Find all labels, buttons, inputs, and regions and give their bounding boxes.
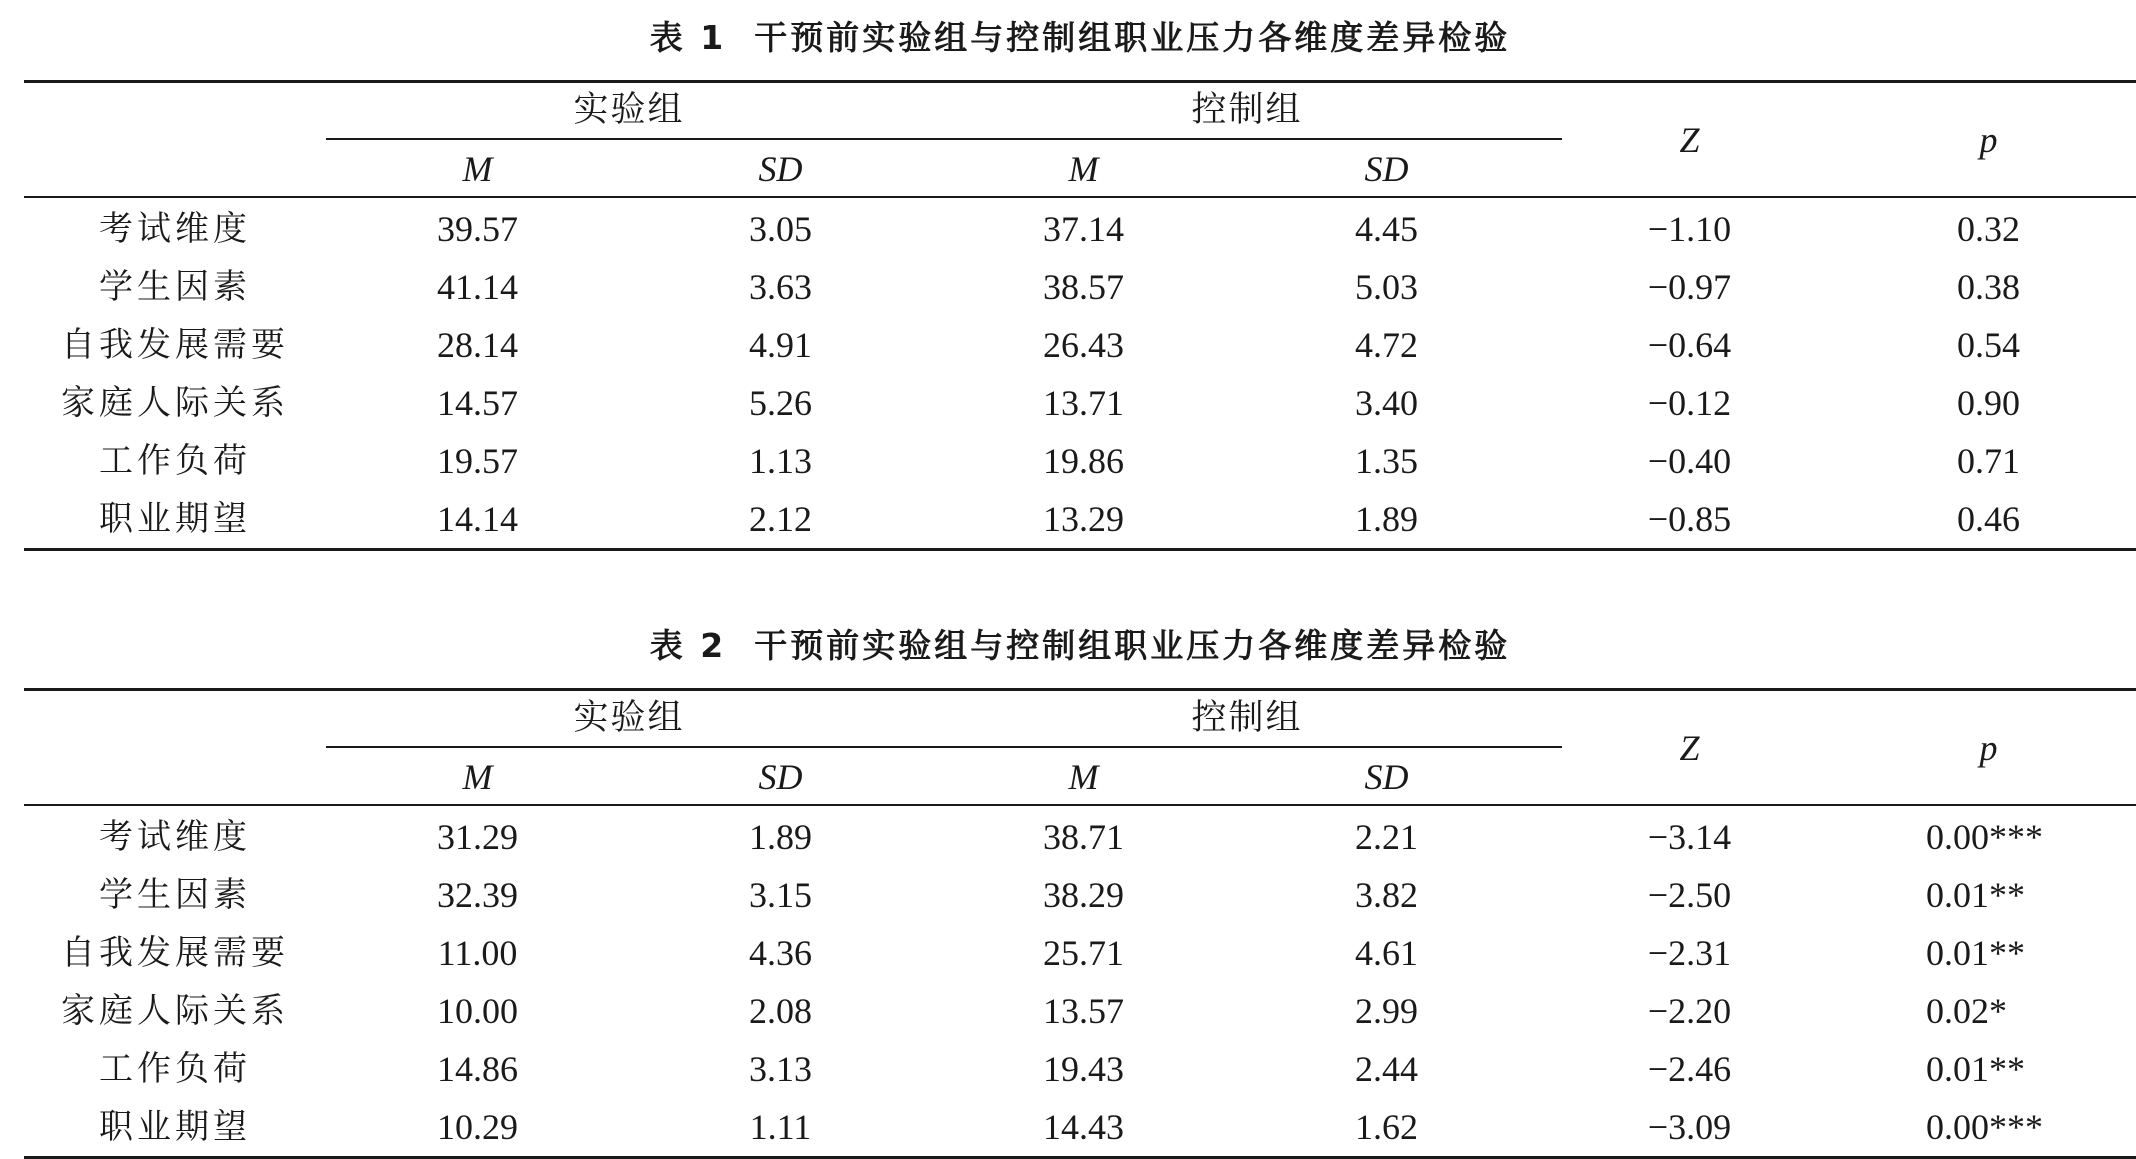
row-label: 职业期望 [99,499,251,539]
header-rule [24,196,2136,198]
ctl-mean-cell: 13.57 [1043,991,1124,1031]
ctl-mean-header: M [1068,149,1099,189]
exp-sd-cell: 4.36 [749,933,812,973]
z-cell: −0.97 [1647,267,1732,307]
z-header: Z [1679,728,1700,768]
ctl-sd-cell: 2.44 [1355,1049,1418,1089]
table-caption [24,10,2136,66]
ctl-sd-cell: 4.61 [1355,933,1418,973]
ctl-mean-cell: 37.14 [1043,209,1124,249]
row-label: 家庭人际关系 [61,383,289,423]
exp-sd-cell: 3.05 [749,209,812,249]
ctl-mean-cell: 14.43 [1043,1107,1124,1147]
exp-sd-cell: 1.13 [749,441,812,481]
experimental-group-header: 实验组 [573,698,685,738]
exp-mean-cell: 19.57 [437,441,518,481]
exp-sd-cell: 3.15 [749,875,812,915]
ctl-mean-cell: 13.71 [1043,383,1124,423]
p-cell: 0.71 [1957,441,2020,481]
table-number: 表 1 [649,18,727,57]
exp-mean-cell: 14.57 [437,383,518,423]
ctl-mean-cell: 38.57 [1043,267,1124,307]
row-label: 考试维度 [99,817,251,857]
p-header: p [1979,728,1998,768]
p-cell: 0.38 [1957,267,2020,307]
ctl-sd-cell: 1.62 [1355,1107,1418,1147]
p-cell: 0.46 [1957,499,2020,539]
exp-sd-cell: 2.08 [749,991,812,1031]
row-label: 自我发展需要 [61,933,289,973]
row-label: 职业期望 [99,1107,251,1147]
exp-mean-cell: 10.00 [437,991,518,1031]
exp-sd-cell: 3.63 [749,267,812,307]
ctl-mean-cell: 19.86 [1043,441,1124,481]
ctl-mean-cell: 38.71 [1043,817,1124,857]
ctl-mean-cell: 13.29 [1043,499,1124,539]
z-header: Z [1679,120,1700,160]
row-label: 自我发展需要 [61,325,289,365]
ctl-sd-cell: 2.21 [1355,817,1418,857]
ctl-sd-cell: 1.35 [1355,441,1418,481]
ctl-mean-cell: 25.71 [1043,933,1124,973]
row-label: 工作负荷 [99,441,251,481]
exp-sd-cell: 3.13 [749,1049,812,1089]
p-cell: 0.54 [1957,325,2020,365]
table-caption [24,618,2136,674]
exp-sd-header: SD [758,149,803,189]
z-cell: −0.40 [1647,441,1732,481]
exp-mean-cell: 14.14 [437,499,518,539]
table-number: 表 2 [649,626,727,665]
p-cell: 0.00*** [1926,817,2043,857]
p-cell: 0.32 [1957,209,2020,249]
ctl-sd-cell: 2.99 [1355,991,1418,1031]
exp-mean-cell: 32.39 [437,875,518,915]
exp-mean-header: M [462,757,493,797]
row-label: 学生因素 [99,267,251,307]
ctl-sd-header: SD [1364,757,1409,797]
exp-sd-cell: 1.89 [749,817,812,857]
z-cell: −0.12 [1647,383,1732,423]
control-group-header: 控制组 [1191,90,1303,130]
table-title: 干预前实验组与控制组职业压力各维度差异检验 [754,18,1511,57]
p-cell: 0.01** [1926,875,2025,915]
p-header: p [1979,120,1998,160]
exp-mean-cell: 11.00 [437,933,518,973]
p-cell: 0.00*** [1926,1107,2043,1147]
table-title: 干预前实验组与控制组职业压力各维度差异检验 [754,626,1511,665]
experimental-group-rule [326,746,932,748]
p-cell: 0.01** [1926,933,2025,973]
ctl-mean-cell: 26.43 [1043,325,1124,365]
z-cell: −1.10 [1647,209,1732,249]
row-label: 考试维度 [99,209,251,249]
exp-sd-cell: 2.12 [749,499,812,539]
control-group-rule [932,746,1562,748]
bottom-rule [24,548,2136,551]
row-label: 学生因素 [99,875,251,915]
p-cell: 0.90 [1957,383,2020,423]
exp-sd-header: SD [758,757,803,797]
exp-mean-cell: 31.29 [437,817,518,857]
z-cell: −0.85 [1647,499,1732,539]
exp-sd-cell: 4.91 [749,325,812,365]
ctl-sd-cell: 1.89 [1355,499,1418,539]
top-rule [24,80,2136,83]
z-cell: −2.20 [1647,991,1732,1031]
ctl-sd-cell: 5.03 [1355,267,1418,307]
ctl-mean-cell: 38.29 [1043,875,1124,915]
top-rule [24,688,2136,691]
row-label: 工作负荷 [99,1049,251,1089]
exp-mean-cell: 28.14 [437,325,518,365]
p-cell: 0.02* [1926,991,2007,1031]
header-rule [24,804,2136,806]
z-cell: −3.09 [1647,1107,1732,1147]
z-cell: −2.31 [1647,933,1732,973]
row-label: 家庭人际关系 [61,991,289,1031]
exp-mean-cell: 10.29 [437,1107,518,1147]
exp-mean-header: M [462,149,493,189]
p-cell: 0.01** [1926,1049,2025,1089]
experimental-group-rule [326,138,932,140]
z-cell: −0.64 [1647,325,1732,365]
ctl-sd-cell: 3.82 [1355,875,1418,915]
control-group-header: 控制组 [1191,698,1303,738]
ctl-sd-cell: 4.72 [1355,325,1418,365]
experimental-group-header: 实验组 [573,90,685,130]
ctl-sd-cell: 4.45 [1355,209,1418,249]
ctl-mean-header: M [1068,757,1099,797]
control-group-rule [932,138,1562,140]
exp-sd-cell: 1.11 [749,1107,812,1147]
ctl-sd-cell: 3.40 [1355,383,1418,423]
exp-mean-cell: 14.86 [437,1049,518,1089]
exp-sd-cell: 5.26 [749,383,812,423]
exp-mean-cell: 41.14 [437,267,518,307]
z-cell: −2.50 [1647,875,1732,915]
ctl-sd-header: SD [1364,149,1409,189]
z-cell: −2.46 [1647,1049,1732,1089]
z-cell: −3.14 [1647,817,1732,857]
ctl-mean-cell: 19.43 [1043,1049,1124,1089]
exp-mean-cell: 39.57 [437,209,518,249]
